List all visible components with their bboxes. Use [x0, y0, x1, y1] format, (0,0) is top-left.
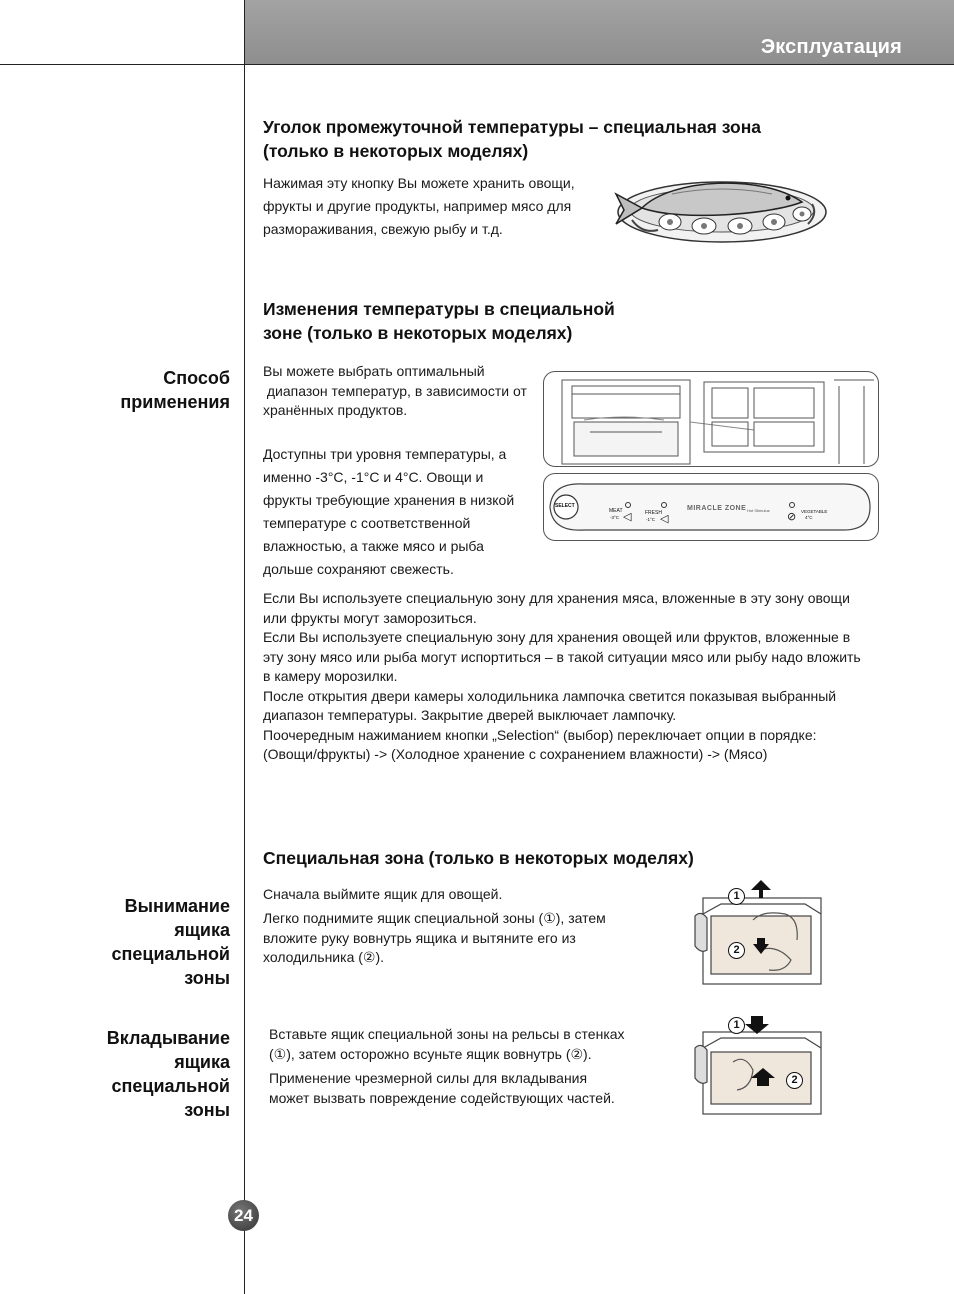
text-line: (Овощи/фрукты) -> (Холодное хранение с сохранением влажности) -> (Мясо): [263, 746, 768, 762]
side-heading-usage: [120, 366, 230, 414]
side-heading-line: Вынимание: [124, 896, 230, 916]
side-heading-line: ящика: [174, 1052, 230, 1072]
text-line: (①), затем осторожно всуньте ящик вовнутрь (②).: [269, 1045, 592, 1062]
text-line: Вставьте ящик специальной зоны на рельсы в стенках: [269, 1026, 625, 1042]
text-line: может вызвать повреждение содействующих частей.: [269, 1089, 615, 1106]
side-heading-line: Способ: [163, 368, 230, 388]
text-line: или фрукты могут заморозиться.: [263, 609, 477, 626]
fish-icon: ◁: [660, 513, 669, 525]
section2-notes: [263, 589, 861, 765]
side-heading-line: зоны: [184, 1100, 230, 1120]
removal-drawing: [693, 880, 825, 988]
side-heading-removal: [112, 894, 230, 990]
side-heading-line: ящика: [174, 920, 230, 940]
section3-title: Специальная зона (только в некоторых моделях): [263, 848, 694, 868]
section2-title-line: зоне (только в некоторых моделях): [263, 323, 573, 343]
panel-meat-label: MEAT: [609, 508, 623, 514]
text-line: После открытия двери камеры холодильника лампочка светится показывая выбранный: [263, 687, 837, 704]
panel-vegetable-temp: 4°C: [805, 515, 813, 520]
section2-title: [263, 297, 615, 345]
insertion-illustration: [693, 1012, 825, 1118]
removal-text: [263, 909, 606, 968]
text-line: Легко поднимите ящик специальной зоны (①), затем: [263, 910, 606, 926]
insertion-warning: [269, 1069, 615, 1108]
control-panel-illustration: [543, 473, 879, 541]
section1-title-line: Уголок промежуточной температуры – специальная зона: [263, 117, 762, 137]
text-line: Вы можете выбрать оптимальный: [263, 363, 485, 379]
side-heading-line: специальной: [111, 1076, 230, 1096]
panel-fresh-label: FRESH: [645, 510, 662, 516]
text-line: вложите руку вовнутрь ящика и вытяните его из: [263, 929, 576, 946]
panel-vegetable-label: VEGETABLE: [801, 509, 828, 514]
text-line: Нажимая эту кнопку Вы можете хранить овощи,: [263, 175, 575, 191]
page-header-title: Эксплуатация: [760, 36, 902, 58]
text-line: Поочередным нажиманием кнопки „Selection“ (выбор) переключает опции в порядке:: [263, 726, 817, 743]
text-line: температуре с соответственной: [263, 515, 471, 531]
text-line: в камеру морозилки.: [263, 668, 398, 684]
fish-plate-illustration: [612, 164, 828, 248]
side-heading-insertion: [107, 1026, 230, 1122]
text-line: влажностью, а также мясо и рыба: [263, 538, 484, 554]
fridge-interior-drawing: [544, 372, 878, 466]
panel-select-label: SELECT: [555, 503, 575, 509]
side-heading-line: специальной: [111, 944, 230, 964]
step-2-marker: 2: [786, 1072, 803, 1089]
section2-intro: [263, 362, 527, 421]
text-line: хранённых продуктов.: [263, 402, 408, 418]
panel-meat-temp: -3°C: [610, 515, 620, 520]
step-2-marker: 2: [728, 942, 745, 959]
header-divider: [0, 64, 954, 65]
section1-title-line: (только в некоторых моделях): [263, 141, 529, 161]
text-line: Доступны три уровня температуры, а: [263, 446, 507, 462]
panel-brand-label: MIRACLE ZONE: [687, 505, 747, 512]
section2-title-line: Изменения температуры в специальной: [263, 299, 615, 319]
panel-brand-sub: Hot Stimulus: [747, 508, 770, 513]
text-line: эту зону мясо или рыба могут испортиться – в такой ситуации мясо или рыбу надо вложить: [263, 648, 861, 665]
text-line: Применение чрезмерной силы для вкладывания: [269, 1070, 588, 1086]
removal-illustration: [693, 880, 825, 988]
side-heading-line: применения: [120, 392, 230, 412]
margin-divider: [244, 0, 245, 1294]
insertion-text: [269, 1025, 625, 1064]
page-number-badge: 24: [228, 1200, 259, 1231]
removal-first-line: Сначала выймите ящик для овощей.: [263, 886, 503, 902]
text-line: диапазон температуры. Закрытие дверей выключает лампочку.: [263, 707, 677, 723]
panel-fresh-temp: -1°C: [646, 517, 656, 522]
meat-icon: ◁: [623, 511, 632, 523]
insertion-drawing: [693, 1012, 825, 1118]
text-line: фрукты требующие хранения в низкой: [263, 492, 515, 508]
step-1-marker: 1: [728, 888, 745, 905]
fridge-interior-illustration: [543, 371, 879, 467]
section1-title: [263, 115, 761, 163]
side-heading-line: Вкладывание: [106, 1028, 230, 1048]
text-line: Если Вы используете специальную зону для хранения мяса, вложенные в эту зону овощи: [263, 590, 850, 606]
vegetable-icon: ⊘: [787, 511, 797, 523]
text-line: Если Вы используете специальную зону для хранения овощей или фруктов, вложенные в: [263, 629, 851, 645]
text-line: холодильника (②).: [263, 949, 385, 965]
text-line: дольше сохраняют свежесть.: [263, 561, 454, 577]
section2-levels: [263, 443, 514, 581]
step-1-marker: 1: [728, 1017, 745, 1034]
text-line: фрукты и другие продукты, например мясо для: [263, 198, 572, 214]
text-line: диапазон температур, в зависимости от: [263, 382, 527, 399]
text-line: именно -3°C, -1°C и 4°C. Овощи и: [263, 469, 484, 485]
text-line: размораживания, свежую рыбу и т.д.: [263, 221, 503, 237]
side-heading-line: зоны: [184, 968, 230, 988]
section1-text: [263, 172, 575, 241]
